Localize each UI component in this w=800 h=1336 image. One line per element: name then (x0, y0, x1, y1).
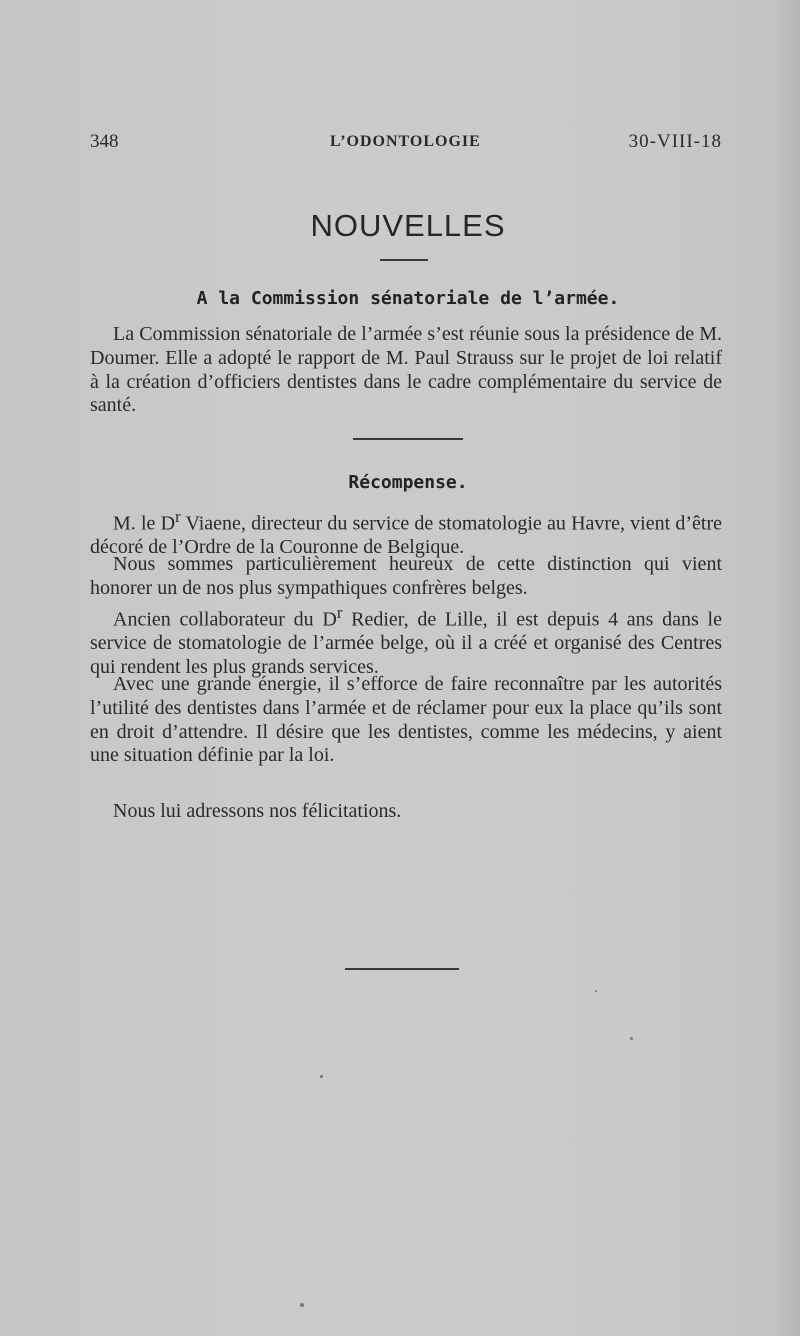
article-heading-commission: A la Commission sénatoriale de l’armée. (196, 288, 620, 309)
separator-rule (353, 438, 463, 440)
paragraph-text: Redier, de Lille, il est depuis 4 ans dans le service de stomatologie de l’armée belge, où il a créé et organisé des Centres qui rendent les plus grands services. (90, 608, 722, 679)
journal-title: L’ODONTOLOGIE (330, 133, 481, 150)
article-paragraph (90, 601, 722, 680)
article-paragraph: Nous sommes particulièrement heureux de cette distinction qui vient honorer un de nos plus sympathiques confrères belges. (90, 553, 722, 599)
running-head (90, 131, 722, 159)
paper-speck (320, 1075, 323, 1078)
page-edge-shadow (772, 0, 800, 1336)
article-heading-recompense: Récompense. (348, 472, 468, 493)
section-title: NOUVELLES (310, 208, 506, 243)
article-paragraph: Nous lui adressons nos félicitations. (113, 800, 402, 822)
article-paragraph: La Commission sénatoriale de l’armée s’est réunie sous la présidence de M. Doumer. Elle a adopté le rapport de M. Paul Strauss sur le projet de loi relatif à la création d’officiers dentistes dans le cadre complémentaire du service de santé. (90, 323, 722, 417)
issue-date: 30-VIII-18 (628, 131, 722, 152)
end-rule (345, 968, 459, 970)
superscript: r (175, 507, 181, 526)
paragraph-text: Ancien collaborateur du D (113, 608, 337, 631)
article-paragraph: Avec une grande énergie, il s’efforce de faire reconnaître par les autorités l’utilité des dentistes dans l’armée et de réclamer pour eux la place qu’ils sont en droit d’attendre. Il désire que les dentistes, comme les médecins, y aient une situation définie par la loi. (90, 673, 722, 767)
paper-speck (300, 1303, 304, 1307)
paragraph-text: M. le D (113, 512, 176, 535)
title-rule (380, 259, 428, 261)
superscript: r (336, 603, 343, 622)
paper-speck (595, 990, 597, 992)
page-number: 348 (90, 131, 119, 152)
article-paragraph (90, 505, 722, 560)
paper-speck (630, 1037, 633, 1040)
paragraph-text: Viaene, directeur du service de stomatologie au Havre, vient d’être décoré de l’Ordre de la Couronne de Belgique. (90, 512, 722, 559)
